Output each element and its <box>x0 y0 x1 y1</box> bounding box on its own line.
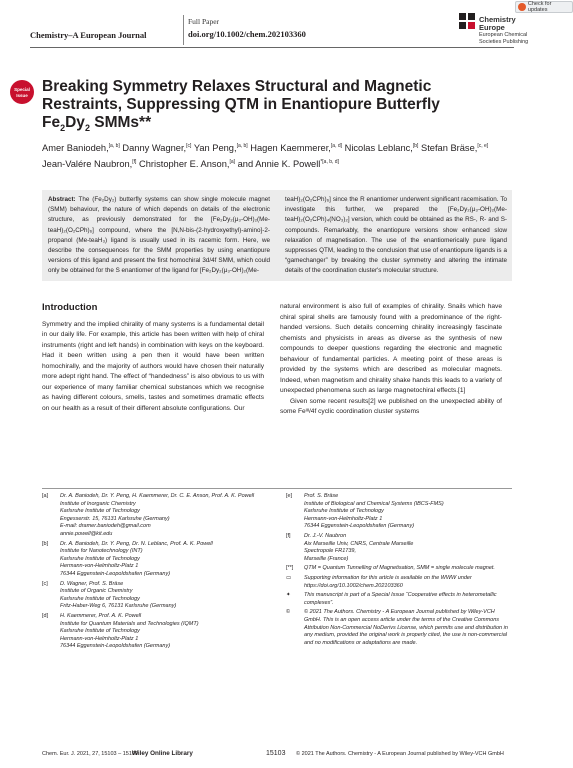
header-divider <box>183 15 184 45</box>
affiliations-left <box>42 493 268 653</box>
author-name: Nicolas Leblanc, <box>344 143 413 153</box>
affiliation-entry <box>42 541 268 579</box>
affiliation-line: Spectropole FR1739, <box>304 548 356 555</box>
section-heading: Introduction <box>42 302 98 313</box>
affiliation-entry <box>42 493 268 539</box>
affiliation-line: D. Wagner, Prof. S. Bräse <box>60 580 124 587</box>
affiliation-line: Marseille (France) <box>304 555 349 562</box>
affiliation-line: Dr. A. Baniodeh, Dr. Y. Peng, Dr. N. Leblanc, Prof. A. K. Powell <box>60 540 213 547</box>
affiliation-line: 76344 Eggenstein-Leopoldshafen (Germany) <box>60 643 171 650</box>
affiliation-line: Fritz-Haber-Weg 6, 76131 Karlsruhe (Germany) <box>60 603 177 610</box>
check-for-updates-button[interactable]: Check for updates <box>515 1 573 13</box>
affiliation-line: Karlsruhe Institute of Technology <box>60 555 140 562</box>
affiliation-line: Dr. A. Baniodeh, Dr. Y. Peng, H. Kaemmerer, Dr. C. E. Anson, Prof. A. K. Powell <box>60 493 255 499</box>
author-affiliation-marker: [a] <box>229 158 236 165</box>
affiliation-entry <box>42 581 268 611</box>
paragraph: Given some recent results[2] we published on the unexpected ability of some Feᴵᴵᴵ/4f cyclic coordination cluster systems <box>280 397 502 415</box>
affiliation-rule <box>42 488 512 489</box>
page-number: 15103 <box>266 750 286 757</box>
affiliation-tag: [f] <box>286 532 291 539</box>
affiliation-entry <box>42 613 268 651</box>
affiliation-line: Institute of Organic Chemistry <box>60 588 133 595</box>
affiliation-line: Institute for Nanotechnology (INT) <box>60 548 143 555</box>
affiliation-line: Dr. J.-V. Naubron <box>304 532 347 539</box>
author-name: Amer Baniodeh, <box>42 143 109 153</box>
affiliation-line: Karlsruhe Institute of Technology <box>60 508 140 515</box>
affiliation-line: 76344 Eggenstein-Leopoldshafen (Germany) <box>60 570 171 577</box>
affiliation-line: annie.powell@kit.edu <box>60 530 113 537</box>
affiliation-entry <box>286 533 512 563</box>
copyright-notice: © 2021 The Authors. Chemistry - A European Journal published by Wiley-VCH GmbH <box>296 751 504 757</box>
author-affiliation-marker: [a, d] <box>330 142 343 149</box>
affiliation-line: Hermann-von-Helmholtz-Platz 1 <box>60 635 139 642</box>
wiley-online-library-link[interactable]: Wiley Online Library <box>132 750 193 757</box>
affiliation-line: QTM = Quantum Tunnelling of Magnetisation, SMM = single molecule magnet. <box>304 565 495 572</box>
chemistry-europe-brand: Chemistry Europe European Chemical Societies Publishing <box>479 15 529 45</box>
author-name: Annie K. Powell <box>255 159 321 169</box>
affiliation-tag: [d] <box>42 612 49 619</box>
affiliations-right <box>286 493 512 649</box>
affiliation-line: © 2021 The Authors. Chemistry - A European Journal published by Wiley-VCH GmbH. This is an open access article under the terms of the Creative Commons Attribution Non-Commercial NoDerivs License, which permits use and distribution in any medium, provided the original work is properly cited, the use is non-commercial and no modifications or adaptations are made. <box>304 609 508 646</box>
affiliation-tag: [**] <box>286 565 294 572</box>
author-affiliation-marker: [b] <box>412 142 419 149</box>
affiliation-entry <box>286 575 512 590</box>
affiliation-line: 76344 Eggenstein-Leopoldshafen (Germany) <box>304 523 415 530</box>
page-header <box>30 1 552 48</box>
author-name: Stefan Bräse, <box>421 143 478 153</box>
affiliation-line: Institute for Quantum Materials and Technologies (IQMT) <box>60 620 199 627</box>
journal-name: Chemistry–A European Journal <box>30 30 147 40</box>
intro-column-right <box>280 302 502 418</box>
affiliation-line: Karlsruhe Institute of Technology <box>304 508 384 515</box>
affiliation-tag: ▭ <box>286 574 292 581</box>
affiliation-tag: [b] <box>42 540 49 547</box>
affiliation-line: Hermann-von-Helmholtz-Platz 1 <box>304 515 383 522</box>
updates-icon <box>518 3 526 11</box>
author-name: Hagen Kaemmerer, <box>250 143 331 153</box>
abstract-right: teaH)₂(O₂CPh)₆] since the R enantiomer underwent significant racemisation. To investigate this further, we prepared the [Fe₂Dy₂(μ₃-OH)₂(Me-teaH)₂(O₂CPh)₄(NO₃)₂] version, which could be obtained as the RS-, R- and S-compounds. Remarkably, the enantiopure versions show enhanced slow relaxation of magnetisation. The use of the enantiomerically pure ligand suppresses QTM, leading to the conclusion that use of enantiopure ligands is a “gamechanger” by breaking the cluster symmetry and altering the intimate details of the coordination cluster's molecular structure. <box>285 196 507 275</box>
article-type: Full Paper <box>188 17 220 26</box>
author-name: Jean-Valére Naubron, <box>42 159 133 169</box>
author-affiliation-marker: *[a, b, d] <box>320 158 339 165</box>
affiliation-line: This manuscript is part of a Special Issue “Cooperative effects in heterometallic complexes”. <box>304 592 497 606</box>
citation: Chem. Eur. J. 2021, 27, 15103 – 15109 <box>42 751 139 757</box>
affiliation-line: H. Kaemmerer, Prof. A. K. Powell <box>60 612 142 619</box>
affiliation-line: Prof. S. Bräse <box>304 493 339 499</box>
author-affiliation-marker: [c, e] <box>477 142 489 149</box>
intro-column-left <box>42 302 264 414</box>
paragraph: Symmetry and the implied chirality of many systems is a fundamental detail in our daily life. For example, this article has been written with help of chiral instruments (right and left hands) in combination with keys on the keyboard. Had it been written using a pen then it would have been written homochirally, and the majority of authors would have chosen their naturally more adept right hand. The effect of “handedness” is also obvious to us with our experience of many familiar chemical substances which we recognise as having different colours, smells, tastes and sometimes dramatic effects on our health as a result of their different absolute configurations. Our <box>42 320 264 412</box>
article-title: Breaking Symmetry Relaxes Structural and Magnetic Restraints, Suppressing QTM in Enantiopure Butterfly $Fe_2Dy_2$ SMMs** <box>42 78 440 134</box>
affiliation-tag: [e] <box>286 493 293 499</box>
paragraph: natural environment is also full of examples of chirality. Snails which have chiral spiral shells are famously found with a predominance of the right-handed versions. Such details concerning chirality increasingly fascinate chemists and physicists in areas as diverse as the synthesis of new compounds to deeper questions regarding the electronic and magnetic behaviour of fundamental particles. A meeting point of these areas is provided by the systems which are described as molecular magnets. Indeed, when magnetism and chirality shake hands this leads to a variety of unexpected phenomena such as large magnetochiral effects.[1] <box>280 303 502 394</box>
affiliation-line: Aix Marseille Univ, CNRS, Centrale Marseille <box>304 540 414 547</box>
affiliation-line: Supporting information for this article is available on the WWW under https://doi.org/10.1002/chem.202103360 <box>304 574 472 589</box>
author-name: Danny Wagner, <box>122 143 187 153</box>
affiliation-entry <box>286 565 512 573</box>
author-name: Yan Peng, <box>193 143 237 153</box>
affiliation-line: Institute of Inorganic Chemistry <box>60 500 136 507</box>
header-rule <box>30 47 514 48</box>
abstract-box <box>42 190 512 281</box>
author-affiliation-marker: [a, b] <box>108 142 120 149</box>
affiliation-line: Engesserstr. 15, 76131 Karlsruhe (Germany) <box>60 515 170 522</box>
affiliation-line: E-mail: dramer.baniodeh@gmail.com <box>60 523 151 530</box>
author-affiliation-marker: [a, b] <box>236 142 248 149</box>
author-list: Amer Baniodeh,[a, b] Danny Wagner,[c] Yan Peng,[a, b] Hagen Kaemmerer,[a, d] Nicolas Leblanc,[b] Stefan Bräse,[c, e] Jean-Valére Naubron,[f] Christopher E. Anson,[a] and Annie K. Powell$^{*[a, b, d]}$ <box>42 142 489 169</box>
author-affiliation-marker: [c] <box>186 142 192 149</box>
affiliation-tag: [c] <box>42 580 48 587</box>
affiliation-entry <box>286 493 512 531</box>
abstract-left: Abstract: The (Fe₂Dy₂) butterfly systems can show single molecule magnet (SMM) behaviour, the nature of which depends on details of the electronic structure, as previously demonstrated for the [Fe₂Dy₂(μ₃-OH)₂(Me-teaH)₂(O₂CPh)₆] compound, where the [N,N-bis-(2-hydroxyethyl)-amino]-2-propanol (Me-teaH₃) ligand is usually used in its racemic form. Here, we describe the consequences for the SMM properties by using enantiopure versions of this ligand and present the first homochiral 3d/4f SMM, which could only be obtained for the S enantiomer of the ligand for [Fe₂Dy₂(μ₃-OH)₂(Me- <box>48 196 270 275</box>
special-issue-badge: Special Issue <box>10 80 34 104</box>
affiliation-line: Institute of Biological and Chemical Systems (IBCS-FMS) <box>304 500 444 507</box>
affiliation-tag: ✦ <box>286 592 291 599</box>
doi-link[interactable]: doi.org/10.1002/chem.202103360 <box>188 29 306 39</box>
page-footer <box>42 751 512 761</box>
affiliation-tag: [a] <box>42 493 49 499</box>
author-name: Christopher E. Anson, <box>139 159 230 169</box>
affiliation-line: Karlsruhe Institute of Technology <box>60 595 140 602</box>
author-affiliation-marker: [f] <box>132 158 137 165</box>
affiliation-line: Hermann-von-Helmholtz-Platz 1 <box>60 563 139 570</box>
affiliation-entry <box>286 592 512 607</box>
affiliation-line: Karlsruhe Institute of Technology <box>60 628 140 635</box>
affiliation-entry <box>286 609 512 647</box>
chemistry-europe-logo-icon <box>458 12 476 30</box>
affiliation-tag: © <box>286 609 291 616</box>
